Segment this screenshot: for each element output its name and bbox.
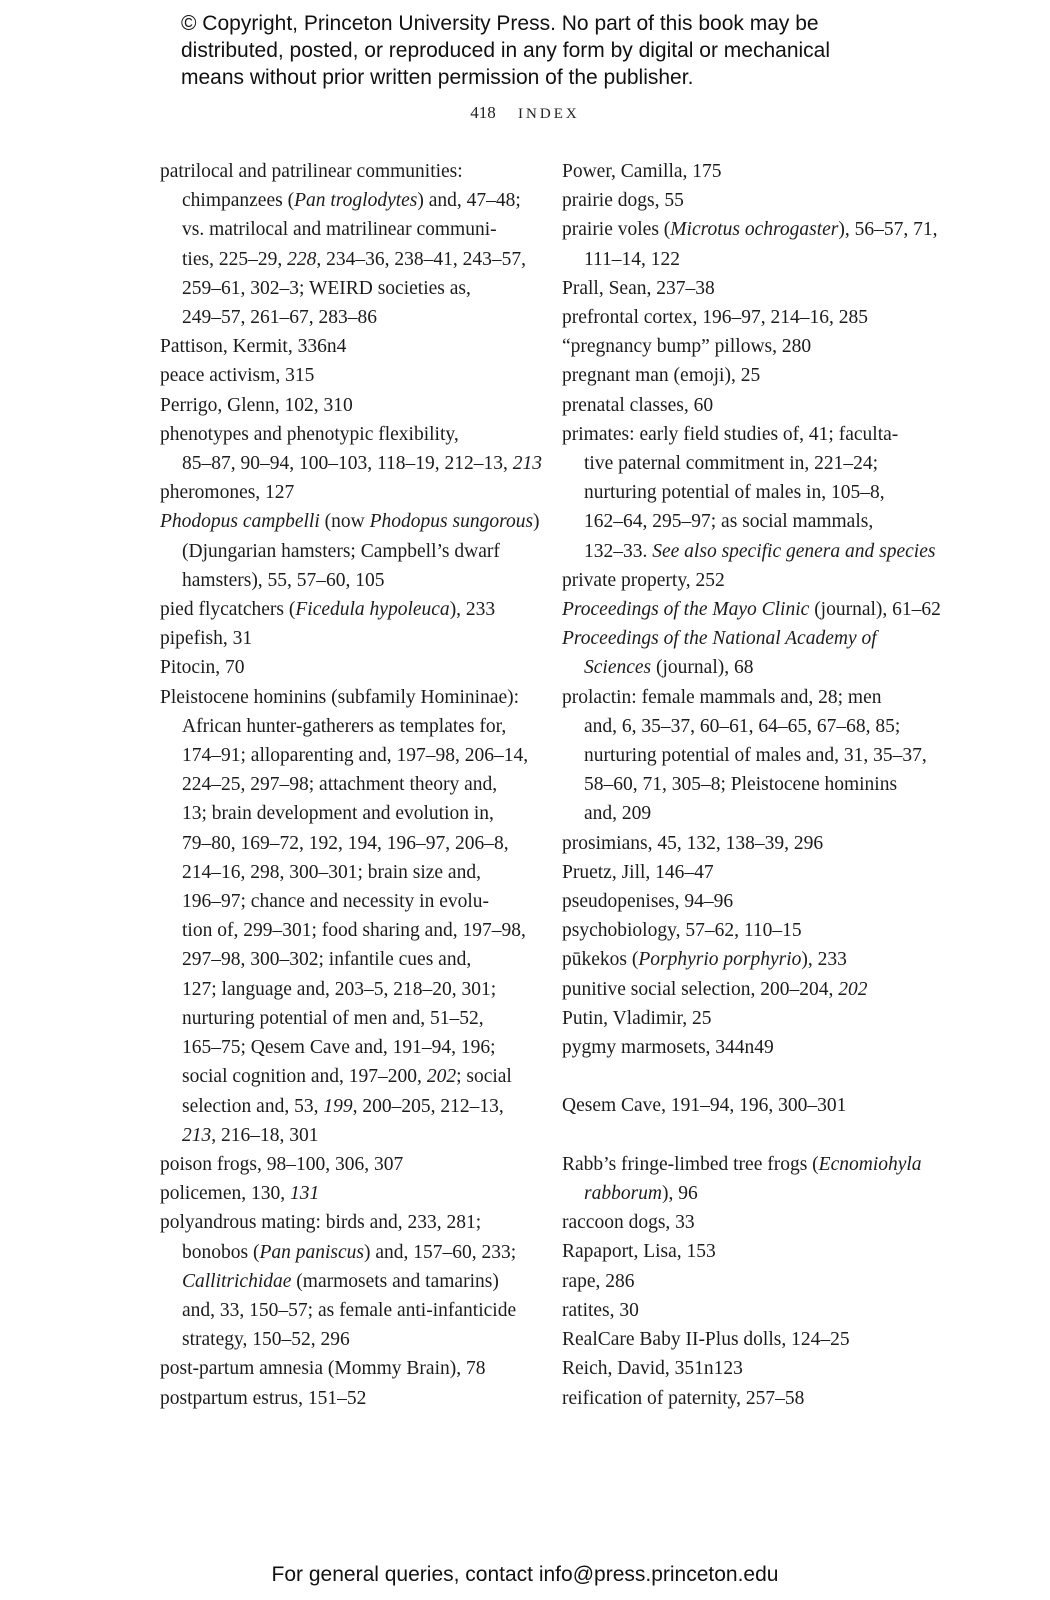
entry-text: nurturing potential of men and, 51–52,: [182, 1007, 484, 1029]
entry-text: 111–14, 122: [584, 248, 681, 270]
index-entry: [562, 624, 932, 682]
italic-text: 131: [289, 1183, 320, 1205]
entry-text: tion of, 299–301; food sharing and, 197–98,: [182, 920, 526, 942]
index-entry: [562, 595, 941, 624]
italic-text: 202: [838, 978, 868, 1000]
entry-text: Rapaport, Lisa, 153: [562, 1241, 716, 1263]
entry-text: 85–87, 90–94, 100–103, 118–19, 212–13,: [182, 453, 513, 475]
index-entry: [562, 858, 932, 887]
copyright-line: means without prior written permission of the publisher.: [181, 66, 694, 89]
entry-text: Putin, Vladimir, 25: [562, 1007, 712, 1029]
entry-text: 13; brain development and evolution in,: [182, 803, 494, 825]
entry-text: policemen, 130,: [160, 1183, 290, 1205]
index-entry: [160, 1179, 528, 1208]
entry-text: pregnant man (emoji), 25: [562, 365, 761, 387]
entry-text: African hunter-gatherers as templates for,: [182, 715, 507, 737]
entry-text: RealCare Baby II-Plus dolls, 124–25: [562, 1329, 850, 1351]
entry-text: ties, 225–29,: [182, 248, 288, 270]
index-entry: [160, 1384, 528, 1413]
index-column-left: [160, 157, 543, 1413]
entry-text: (marmosets and tamarins): [291, 1270, 499, 1292]
index-entry: [562, 332, 932, 361]
italic-text: Callitrichidae: [182, 1270, 292, 1292]
index-entry: [160, 1208, 528, 1354]
entry-text: prairie voles (: [562, 219, 671, 241]
entry-text: prairie dogs, 55: [562, 190, 684, 212]
index-entry: [562, 1004, 932, 1033]
entry-text: nurturing potential of males and, 31, 35–37,: [584, 745, 927, 767]
italic-text: Sciences: [584, 657, 652, 679]
entry-text: chimpanzees (: [182, 190, 295, 212]
entry-text: Power, Camilla, 175: [562, 161, 722, 182]
italic-text: 199: [323, 1095, 353, 1117]
entry-text: 132–33.: [584, 540, 653, 562]
entry-text: private property, 252: [562, 569, 725, 591]
italic-text: Pan paniscus: [259, 1241, 365, 1263]
index-entry: [562, 1296, 932, 1325]
copyright-line: distributed, posted, or reproduced in any form by digital or mechanical: [181, 39, 831, 62]
entry-text: Rabb’s fringe-limbed tree frogs (: [562, 1153, 819, 1175]
entry-text: “pregnancy bump” pillows, 280: [562, 336, 812, 358]
index-entry: [562, 303, 932, 332]
index-entry: [562, 1237, 932, 1266]
index-entry: [160, 653, 528, 682]
index-entry: [562, 1267, 932, 1296]
entry-text: and, 209: [584, 803, 652, 825]
entry-text: pūkekos (: [562, 949, 639, 971]
entry-text: ) and, 47–48;: [417, 190, 521, 212]
entry-text: polyandrous mating: birds and, 233, 281;: [160, 1212, 482, 1234]
entry-text: Pattison, Kermit, 336n4: [160, 336, 347, 358]
entry-text: and, 6, 35–37, 60–61, 64–65, 67–68, 85;: [584, 715, 901, 737]
entry-text: Pruetz, Jill, 146–47: [562, 861, 714, 883]
entry-text: raccoon dogs, 33: [562, 1212, 695, 1234]
index-entry: [562, 1354, 932, 1383]
entry-text: Reich, David, 351n123: [562, 1358, 743, 1380]
index-entry: [562, 420, 936, 566]
entry-text: Perrigo, Glenn, 102, 310: [160, 394, 353, 416]
index-entry: [562, 1208, 932, 1237]
entry-text: , 216–18, 301: [211, 1124, 319, 1146]
index-entry: [160, 157, 528, 332]
index-entry: [562, 361, 932, 390]
entry-text: 79–80, 169–72, 192, 194, 196–97, 206–8,: [182, 832, 509, 854]
entry-text: 249–57, 261–67, 283–86: [182, 307, 377, 329]
entry-text: ), 56–57, 71,: [838, 219, 938, 241]
index-entry: [160, 391, 528, 420]
entry-text: punitive social selection, 200–204,: [562, 978, 839, 1000]
entry-text: prenatal classes, 60: [562, 394, 714, 416]
entry-text: social cognition and, 197–200,: [182, 1066, 427, 1088]
index-entry: [562, 1325, 932, 1354]
entry-text: prolactin: female mammals and, 28; men: [562, 686, 882, 708]
index-entry: [562, 274, 932, 303]
entry-text: prefrontal cortex, 196–97, 214–16, 285: [562, 307, 868, 329]
entry-text: ), 233: [449, 599, 496, 621]
letter-gap: [562, 1121, 932, 1150]
italic-text: 213: [512, 453, 543, 475]
index-column-right: [562, 157, 941, 1413]
index-entry: [562, 1033, 932, 1062]
index-entry: [562, 945, 932, 974]
entry-text: Pitocin, 70: [160, 657, 245, 679]
entry-text: pheromones, 127: [160, 482, 295, 504]
entry-text: pipefish, 31: [160, 628, 253, 650]
entry-text: postpartum estrus, 151–52: [160, 1387, 367, 1409]
index-entry: [562, 829, 932, 858]
italic-text: Ecnomiohyla: [818, 1153, 922, 1175]
italic-text: Ficedula hypoleuca: [295, 599, 450, 621]
entry-text: 162–64, 295–97; as social mammals,: [584, 511, 874, 533]
entry-text: phenotypes and phenotypic flexibility,: [160, 423, 459, 445]
index-entry: [160, 420, 543, 478]
index-entry: [562, 566, 932, 595]
index-entry: [562, 916, 932, 945]
index-entry: [160, 595, 528, 624]
italic-text: Pan troglodytes: [294, 190, 418, 212]
entry-text: tive paternal commitment in, 221–24;: [584, 453, 879, 475]
entry-text: 224–25, 297–98; attachment theory and,: [182, 774, 498, 796]
entry-text: pygmy marmosets, 344n49: [562, 1037, 774, 1059]
italic-text: Proceedings of the Mayo Clinic: [562, 599, 810, 621]
letter-gap: [562, 1062, 932, 1091]
entry-text: (journal), 61–62: [809, 599, 941, 621]
index-entry: [160, 361, 528, 390]
index-entry: [160, 332, 528, 361]
index-entry: [562, 1091, 932, 1120]
entry-text: ratites, 30: [562, 1299, 639, 1321]
entry-text: 196–97; chance and necessity in evolu-: [182, 891, 490, 913]
index-entry: [160, 1354, 528, 1383]
entry-text: ), 96: [662, 1183, 698, 1205]
italic-text: See also specific genera and species: [652, 540, 936, 562]
entry-text: hamsters), 55, 57–60, 105: [182, 569, 385, 591]
index-entry: [562, 215, 938, 273]
index-entry: [562, 157, 932, 186]
index-entry: [562, 391, 932, 420]
italic-text: Proceedings of the National Academy of: [562, 628, 877, 650]
entry-text: 174–91; alloparenting and, 197–98, 206–14,: [182, 745, 529, 767]
entry-text: 214–16, 298, 300–301; brain size and,: [182, 861, 481, 883]
entry-text: , 234–36, 238–41, 243–57,: [316, 248, 526, 270]
copyright-line: © Copyright, Princeton University Press. No part of this book may be: [181, 12, 819, 35]
italic-text: Phodopus sungorous: [369, 511, 534, 533]
italic-text: Porphyrio porphyrio: [638, 949, 802, 971]
entry-text: , 200–205, 212–13,: [352, 1095, 504, 1117]
index-entry: [562, 186, 932, 215]
entry-text: and, 33, 150–57; as female anti-infanticide: [182, 1299, 517, 1321]
entry-text: pseudopenises, 94–96: [562, 891, 734, 913]
entry-text: Pleistocene hominins (subfamily Homininae):: [160, 686, 520, 708]
entry-text: strategy, 150–52, 296: [182, 1329, 350, 1351]
entry-text: 127; language and, 203–5, 218–20, 301;: [182, 978, 497, 1000]
entry-text: ): [533, 511, 540, 533]
entry-text: peace activism, 315: [160, 365, 315, 387]
index-entry: [160, 683, 528, 1150]
entry-text: ), 233: [801, 949, 847, 971]
entry-text: ) and, 157–60, 233;: [364, 1241, 517, 1263]
entry-text: (journal), 68: [651, 657, 754, 679]
footer-contact: For general queries, contact info@press.princeton.edu: [271, 1563, 779, 1586]
copyright-notice: [181, 10, 1021, 91]
index-entry: [562, 887, 932, 916]
entry-text: Prall, Sean, 237–38: [562, 277, 715, 299]
italic-text: 202: [426, 1066, 457, 1088]
page-number: 418: [470, 103, 496, 122]
section-title: INDEX: [518, 106, 580, 122]
entry-text: prosimians, 45, 132, 138–39, 296: [562, 832, 824, 854]
index-entry: [562, 1150, 932, 1208]
entry-text: reification of paternity, 257–58: [562, 1387, 805, 1409]
entry-text: 297–98, 300–302; infantile cues and,: [182, 949, 472, 971]
italic-text: Microtus ochrogaster: [670, 219, 839, 241]
italic-text: 213: [182, 1124, 212, 1146]
index-entry: [160, 507, 540, 595]
index-entry: [562, 1384, 932, 1413]
index-entry: [160, 478, 528, 507]
italic-text: Phodopus campbelli: [160, 511, 320, 533]
italic-text: 228: [287, 248, 317, 270]
entry-text: 58–60, 71, 305–8; Pleistocene hominins: [584, 774, 898, 796]
entry-text: nurturing potential of males in, 105–8,: [584, 482, 885, 504]
entry-text: pied flycatchers (: [160, 599, 296, 621]
entry-text: poison frogs, 98–100, 306, 307: [160, 1153, 404, 1175]
entry-text: bonobos (: [182, 1241, 260, 1263]
entry-text: (Djungarian hamsters; Campbell’s dwarf: [182, 540, 500, 562]
entry-text: ; social: [456, 1066, 512, 1088]
entry-text: psychobiology, 57–62, 110–15: [562, 920, 802, 942]
entry-text: primates: early field studies of, 41; faculta-: [562, 423, 899, 445]
entry-text: selection and, 53,: [182, 1095, 324, 1117]
entry-text: post-partum amnesia (Mommy Brain), 78: [160, 1358, 486, 1380]
index-entry: [160, 624, 528, 653]
index-entry: [562, 683, 932, 829]
running-head: [0, 103, 1050, 123]
italic-text: rabborum: [584, 1183, 663, 1205]
entry-text: vs. matrilocal and matrilinear communi-: [182, 219, 497, 241]
entry-text: patrilocal and patrilinear communities:: [160, 161, 463, 182]
entry-text: (now: [319, 511, 370, 533]
entry-text: 259–61, 302–3; WEIRD societies as,: [182, 277, 471, 299]
index-entry: [562, 975, 932, 1004]
entry-text: 165–75; Qesem Cave and, 191–94, 196;: [182, 1037, 496, 1059]
entry-text: Qesem Cave, 191–94, 196, 300–301: [562, 1095, 847, 1117]
entry-text: rape, 286: [562, 1270, 635, 1292]
index-entry: [160, 1150, 528, 1179]
